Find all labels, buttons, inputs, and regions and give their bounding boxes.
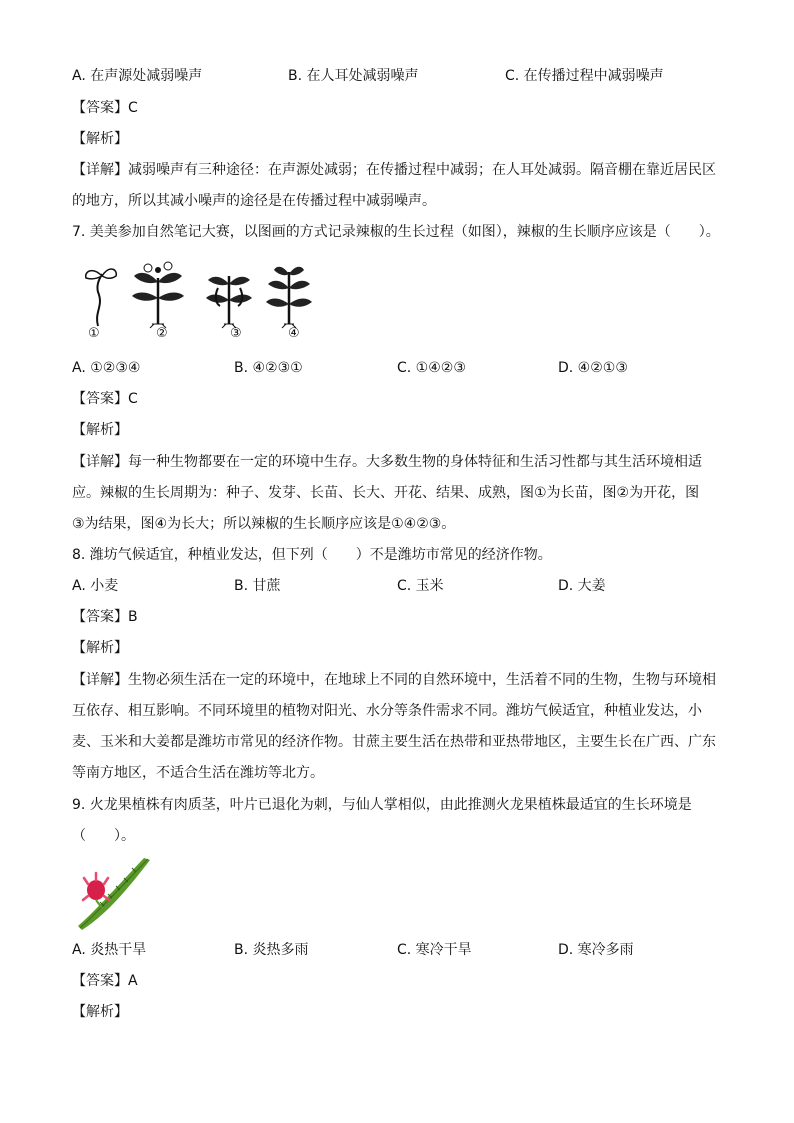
q8-detail-line-3: 麦、玉米和大姜都是潍坊市常见的经济作物。甘蔗主要生活在热带和亚热带地区，主要生长在广西、广东	[72, 734, 716, 750]
q8-analysis: 【解析】	[72, 640, 128, 656]
fruiting-plant-drawing	[204, 258, 254, 328]
q7-detail-line-2: 应。辣椒的生长周期为：种子、发芽、长苗、长大、开花、结果、成熟，图①为长苗，图②为开花，图	[72, 485, 700, 501]
q9-option-c: C. 寒冷干旱	[397, 942, 472, 958]
q8-option-b: B. 甘蔗	[234, 578, 281, 594]
q9-stem-line-1: 9. 火龙果植株有肉质茎，叶片已退化为刺，与仙人掌相似，由此推测火龙果植株最适宜的生长环境是	[72, 797, 692, 813]
q8-option-a: A. 小麦	[72, 578, 119, 594]
q8-stem: 8. 潍坊气候适宜，种植业发达，但下列（ ）不是潍坊市常见的经济作物。	[72, 547, 552, 563]
figure-label-1: ①	[88, 326, 100, 341]
figure-label-2: ②	[156, 326, 168, 341]
q8-detail-line-1: 【详解】生物必须生活在一定的环境中，在地球上不同的自然环境中，生活着不同的生物，生物与环境相	[72, 672, 716, 688]
q7-option-c: C. ①④②③	[397, 360, 466, 376]
q7-answer: 【答案】C	[72, 391, 138, 407]
q7-detail-line-1: 【详解】每一种生物都要在一定的环境中生存。大多数生物的身体特征和生活习性都与其生活环境相适	[72, 454, 702, 470]
q8-option-c: C. 玉米	[397, 578, 444, 594]
q8-option-d: D. 大姜	[558, 578, 606, 594]
q7-option-a: A. ①②③④	[72, 360, 141, 376]
q6-option-c: C. 在传播过程中减弱噪声	[505, 68, 664, 84]
q6-answer: 【答案】C	[72, 100, 138, 116]
q9-option-b: B. 炎热多雨	[234, 942, 309, 958]
q9-stem-line-2: （ ）。	[72, 828, 135, 844]
q8-answer: 【答案】B	[72, 609, 138, 625]
q8-detail-line-2: 互依存、相互影响。不同环境里的植物对阳光、水分等条件需求不同。潍坊气候适宜，种植业发达，小	[72, 703, 702, 719]
figure-label-3: ③	[230, 326, 242, 341]
flowering-plant-drawing	[128, 258, 188, 328]
q7-analysis: 【解析】	[72, 422, 128, 438]
q9-answer: 【答案】A	[72, 973, 138, 989]
q6-option-a: A. 在声源处减弱噪声	[72, 68, 203, 84]
q8-detail-line-4: 等南方地区，不适合生活在潍坊等北方。	[72, 765, 324, 781]
q7-figure	[72, 258, 322, 344]
seedling-drawing	[80, 262, 120, 332]
q6-detail-line-2: 的地方，所以其减小噪声的途径是在传播过程中减弱噪声。	[72, 193, 436, 209]
q6-detail-line-1: 【详解】减弱噪声有三种途径：在声源处减弱；在传播过程中减弱；在人耳处减弱。隔音棚在靠近居民区	[72, 162, 716, 178]
q9-option-a: A. 炎热干旱	[72, 942, 147, 958]
q6-option-b: B. 在人耳处减弱噪声	[288, 68, 419, 84]
q7-option-d: D. ④②①③	[558, 360, 628, 376]
q7-stem: 7. 美美参加自然笔记大赛，以图画的方式记录辣椒的生长过程（如图），辣椒的生长顺序应该是（ ）。	[72, 224, 720, 240]
q9-option-d: D. 寒冷多雨	[558, 942, 634, 958]
dragon-fruit-plant-image	[74, 854, 154, 930]
q9-analysis: 【解析】	[72, 1004, 128, 1020]
q7-detail-line-3: ③为结果，图④为长大；所以辣椒的生长顺序应该是①④②③。	[72, 516, 456, 532]
q6-analysis: 【解析】	[72, 131, 128, 147]
figure-label-4: ④	[288, 326, 300, 341]
q7-option-b: B. ④②③①	[234, 360, 303, 376]
grown-plant-drawing	[264, 258, 314, 328]
